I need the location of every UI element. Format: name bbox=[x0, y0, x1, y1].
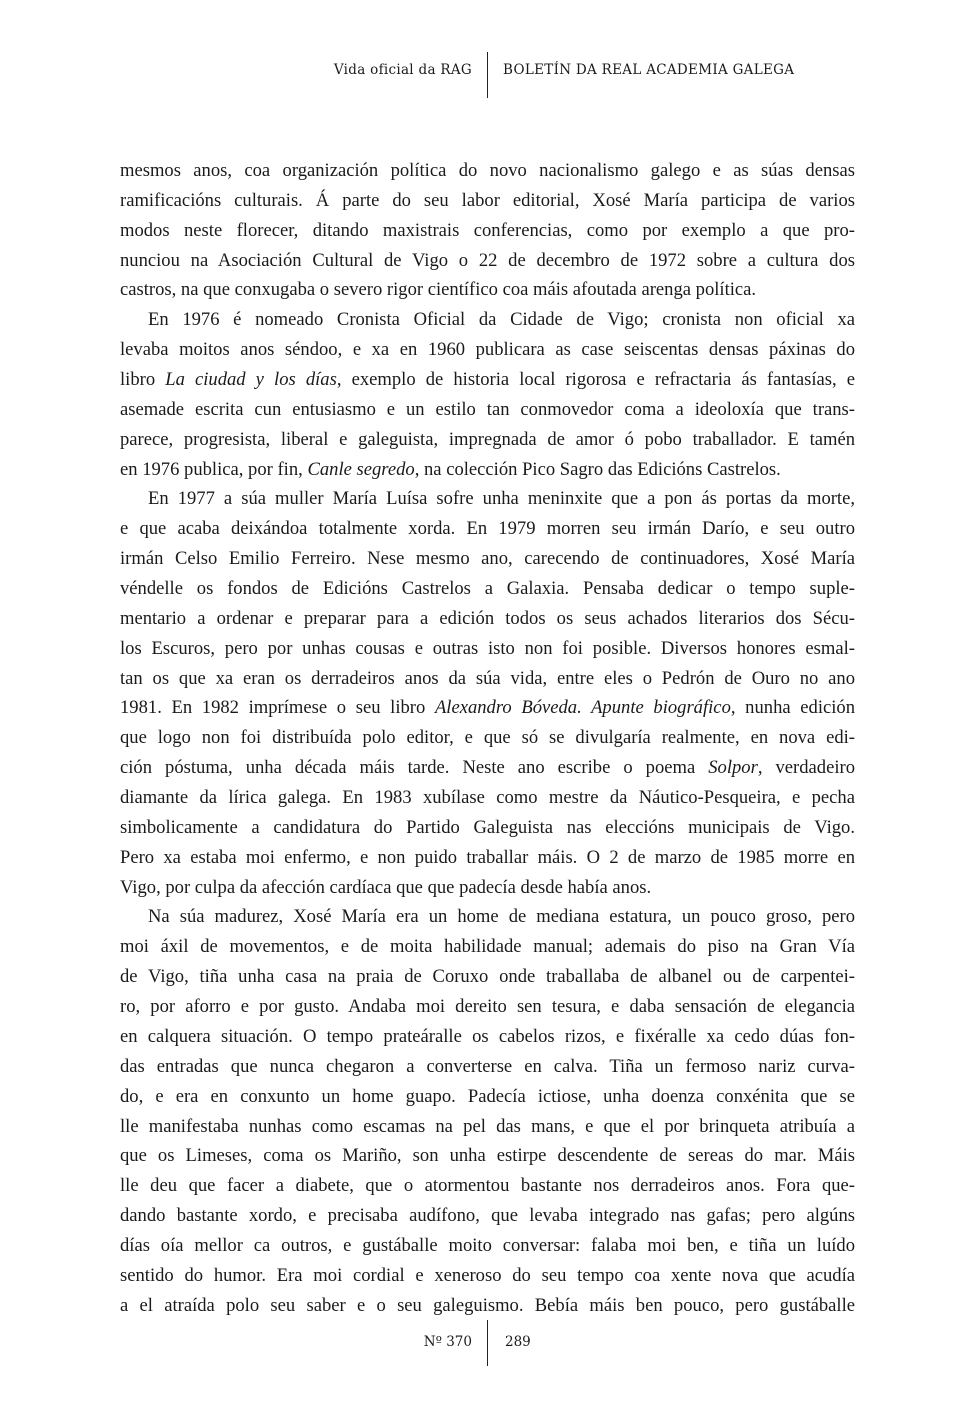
text-run: en calquera situación. O tempo prateáralle os cabelos rizos, e fixéralle xa cedo dúas fon- bbox=[120, 1025, 855, 1047]
text-run: En 1977 a súa muller María Luísa sofre unha meninxite que a pon ás portas da morte, bbox=[148, 488, 855, 510]
text-line bbox=[120, 1022, 855, 1052]
text-line bbox=[120, 574, 855, 604]
text-line bbox=[120, 1052, 855, 1082]
text-run: asemade escrita cun entusiasmo e un estilo tan conmovedor coma a ideoloxía que trans- bbox=[120, 398, 855, 420]
text-line bbox=[120, 395, 855, 425]
text-run: lle manifestaba nunhas como escamas na pel das mans, e que el por brinqueta atribuía a bbox=[120, 1115, 855, 1137]
text-line bbox=[120, 813, 855, 843]
paragraph bbox=[120, 305, 855, 484]
text-run: , exemplo de historia local rigorosa e refractaria ás fantasías, e bbox=[336, 369, 855, 391]
text-run: En 1976 é nomeado Cronista Oficial da Cidade de Vigo; cronista non oficial xa bbox=[148, 309, 855, 331]
text-run: dando bastante xordo, e precisaba audífono, que levaba integrado nas gafas; pero algúns bbox=[120, 1205, 855, 1227]
text-line bbox=[120, 544, 855, 574]
text-line bbox=[120, 1171, 855, 1201]
text-line bbox=[120, 1201, 855, 1231]
text-line bbox=[120, 902, 855, 932]
text-run: diamante da lírica galega. En 1983 xubílase como mestre da Náutico-Pesqueira, e pecha bbox=[120, 787, 855, 809]
running-header-journal: BOLETÍN DA REAL ACADEMIA GALEGA bbox=[503, 62, 795, 78]
text-run: parece, progresista, liberal e galeguista, impregnada de amor ó pobo traballador. E tamén bbox=[120, 428, 855, 450]
text-line bbox=[120, 425, 855, 455]
text-line bbox=[120, 514, 855, 544]
text-run: ro, por aforro e por gusto. Andaba moi dereito sen tesura, e daba sensación de elegancia bbox=[120, 996, 855, 1018]
header-divider bbox=[487, 52, 488, 98]
text-line bbox=[120, 455, 855, 485]
text-line bbox=[120, 216, 855, 246]
text-line bbox=[120, 693, 855, 723]
text-line bbox=[120, 1141, 855, 1171]
text-line bbox=[120, 873, 855, 903]
text-run: los Escuros, pero por unhas cousas e outras isto non foi posible. Diversos honores esmal- bbox=[120, 637, 855, 659]
text-run: irmán Celso Emilio Ferreiro. Nese mesmo ano, carecendo de continuadores, Xosé María bbox=[120, 548, 855, 570]
text-line bbox=[120, 664, 855, 694]
text-line bbox=[120, 723, 855, 753]
page-number: 289 bbox=[505, 1334, 531, 1350]
text-run: Pero xa estaba moi enfermo, e non puido traballar máis. O 2 de marzo de 1985 morre en bbox=[120, 846, 855, 868]
text-line bbox=[120, 1261, 855, 1291]
text-run: sentido do humor. Era moi cordial e xeneroso do seu tempo coa xente nova que acudía bbox=[120, 1264, 855, 1286]
text-line bbox=[120, 1082, 855, 1112]
text-line bbox=[120, 275, 855, 305]
text-line bbox=[120, 365, 855, 395]
text-run: e que acaba deixándoa totalmente xorda. En 1979 morren seu irmán Darío, e seu outro bbox=[120, 518, 855, 540]
text-line bbox=[120, 962, 855, 992]
text-run: a el atraída polo seu saber e o seu galeguismo. Bebía máis ben pouco, pero gustáballe bbox=[120, 1294, 855, 1316]
text-line bbox=[120, 186, 855, 216]
text-run: véndelle os fondos de Edicións Castrelos a Galaxia. Pensaba dedicar o tempo suple- bbox=[120, 578, 855, 600]
text-run: Na súa madurez, Xosé María era un home de mediana estatura, un pouco groso, pero bbox=[148, 906, 855, 928]
text-line bbox=[120, 1231, 855, 1261]
text-run: , nunha edición bbox=[730, 697, 855, 719]
text-run: do, e era en conxunto un home guapo. Padecía ictiose, unha doenza conxénita que se bbox=[120, 1085, 855, 1107]
text-run: ramificacións culturais. Á parte do seu labor editorial, Xosé María participa de varios bbox=[120, 189, 855, 211]
text-run: , na colección Pico Sagro das Edicións Castrelos. bbox=[414, 458, 781, 480]
text-run: castros, na que conxugaba o severo rigor científico coa máis afoutada arenga política. bbox=[120, 279, 757, 301]
text-run: levaba moitos anos séndoo, e xa en 1960 publicara as case seiscentas densas páxinas do bbox=[120, 339, 855, 361]
running-header-section: Vida oficial da RAG bbox=[333, 62, 472, 78]
footer-divider bbox=[487, 1320, 488, 1366]
text-run: Vigo, por culpa da afección cardíaca que que padecía desde había anos. bbox=[120, 876, 652, 898]
text-line bbox=[120, 753, 855, 783]
footer-issue-number: Nº 370 bbox=[423, 1334, 472, 1350]
text-run: días oía mellor ca outros, e gustáballe moito conversar: falaba moi ben, e tiña un luído bbox=[120, 1234, 855, 1256]
text-run: libro bbox=[120, 369, 166, 391]
text-run: simbolicamente a candidatura do Partido Galeguista nas eleccións municipais de Vigo. bbox=[120, 816, 855, 838]
text-run: que os Limeses, coma os Mariño, son unha estirpe descendente de sereas do mar. Máis bbox=[120, 1145, 855, 1167]
text-line bbox=[120, 1291, 855, 1321]
text-line bbox=[120, 932, 855, 962]
text-run: ción póstuma, unha década máis tarde. Neste ano escribe o poema bbox=[120, 757, 709, 779]
text-line bbox=[120, 604, 855, 634]
text-line bbox=[120, 484, 855, 514]
text-line bbox=[120, 1112, 855, 1142]
text-run: 1981. En 1982 imprímese o seu libro bbox=[120, 697, 435, 719]
text-line bbox=[120, 634, 855, 664]
text-run: moi áxil de movementos, e de moita habilidade manual; ademais do piso na Gran Vía bbox=[120, 936, 855, 958]
text-run: lle deu que facer a diabete, que o atormentou bastante nos derradeiros anos. Fora que- bbox=[120, 1175, 855, 1197]
italic-title: Alexandro Bóveda. Apunte biográfico bbox=[434, 697, 731, 719]
text-run: mentario a ordenar e preparar para a edición todos os seus achados literarios dos Sécu- bbox=[120, 607, 855, 629]
paragraph bbox=[120, 902, 855, 1320]
text-run: de Vigo, tiña unha casa na praia de Coruxo onde traballaba de albanel ou de carpentei- bbox=[120, 966, 855, 988]
text-line bbox=[120, 992, 855, 1022]
text-line bbox=[120, 156, 855, 186]
text-run: das entradas que nunca chegaron a converterse en calva. Tiña un fermoso nariz curva- bbox=[120, 1055, 855, 1077]
text-run: tan os que xa eran os derradeiros anos da súa vida, entre eles o Pedrón de Ouro no ano bbox=[120, 667, 855, 689]
text-run: nunciou na Asociación Cultural de Vigo o 22 de decembro de 1972 sobre a cultura dos bbox=[120, 249, 855, 271]
text-line bbox=[120, 783, 855, 813]
italic-title: La ciudad y los días bbox=[165, 369, 337, 391]
italic-title: Solpor bbox=[708, 757, 758, 779]
text-run: que logo non foi distribuída polo editor, e que só se divulgaría realmente, en nova edi- bbox=[120, 727, 855, 749]
italic-title: Canle segredo bbox=[307, 458, 415, 480]
text-line bbox=[120, 305, 855, 335]
body-text bbox=[120, 156, 855, 1321]
text-run: modos neste florecer, ditando maxistrais conferencias, como por exemplo a que pro- bbox=[120, 219, 855, 241]
text-line bbox=[120, 246, 855, 276]
text-run: mesmos anos, coa organización política do novo nacionalismo galego e as súas densas bbox=[120, 160, 855, 181]
paragraph bbox=[120, 156, 855, 305]
text-line bbox=[120, 843, 855, 873]
paragraph bbox=[120, 484, 855, 902]
text-run: , verdadeiro bbox=[757, 757, 855, 779]
text-run: en 1976 publica, por fin, bbox=[120, 458, 308, 480]
text-line bbox=[120, 335, 855, 365]
